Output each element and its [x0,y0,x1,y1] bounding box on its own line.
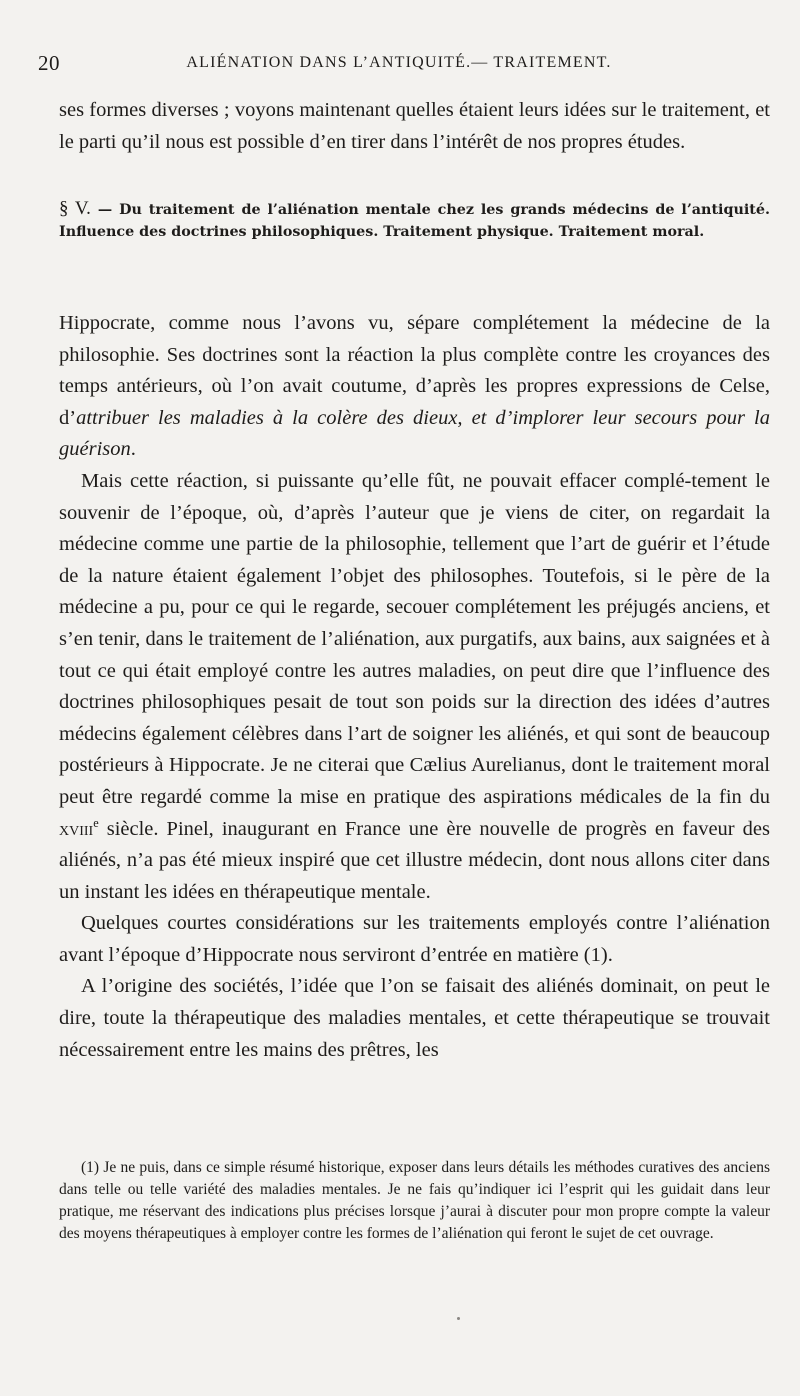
paragraph-considerations: Quelques courtes considérations sur les traitements employés contre l’aliénation avant l’époque d’Hippocrate nous serviront d’entrée en matière (1). [59,912,770,966]
paragraph-text: Mais cette réaction, si puissante qu’elle fût, ne pouvait effacer complé-tement le souvenir de l’époque, où, d’après l’auteur que je viens de citer, on regardait la médecine comme une partie de la philosophie, tellement que l’art de guérir et l’étude de la nature étaient également l’objet des philosophes. Toutefois, si le père de la médecine a pu, pour ce qui le regarde, secouer complétement les préjugés anciens, et s’en tenir, dans le traitement de l’aliénation, aux purgatifs, aux bains, aux saignées et à tout ce qui était employé contre les autres maladies, on peut dire que l’influence des doctrines philosophiques pesait de tout son poids sur la direction des idées d’autres médecins également célèbres dans l’art de soigner les aliénés, et qui sont de beaucoup postérieurs à Hippocrate. Je ne citerai que Cælius Aurelianus, dont le traitement moral peut être regardé comme la mise en pratique des aspirations médicales de la fin du [59,469,770,808]
quotation-italic: attribuer les maladies à la colère des dieux, et d’implorer leur secours pour la guérison [59,406,770,461]
section-dash: — [90,202,120,218]
section-title: Du traitement de l’aliénation mentale chez les grands médecins de l’antiquité. Influence des doctrines philosophiques. Traitement physique. Traitement moral. [59,202,770,240]
paragraph-text: . [130,438,136,461]
page-number: 20 [38,51,60,75]
running-header [38,51,760,77]
section-heading [59,198,770,243]
top-paragraph: ses formes diverses ; voyons maintenant quelles étaient leurs idées sur le traitement, et le parti qu’il nous est possible d’en tirer dans l’intérêt de nos propres études. [59,99,770,153]
running-title: ALIÉNATION DANS L’ANTIQUITÉ.— TRAITEMENT. [186,54,612,71]
section-mark: § V. [59,198,91,219]
paragraph-text: d’ [59,406,77,429]
paper-speck [457,1317,460,1320]
century-superscript: e [93,815,99,830]
paragraph-reaction [59,466,770,908]
footnote-block [59,1157,770,1245]
paragraph-text: Hippocrate, comme nous l’avons vu, sépare complétement la médecine de la philosophie. Ses doctrines sont la réaction la plus complète contre les croyances des temps antérieurs, où l’on avait coutume, d’après les propres expressions de Celse, [59,312,770,398]
paragraph-hippocrate [59,308,770,466]
paragraph-text: siècle. Pinel, inaugurant en France une ère nouvelle de progrès en faveur des aliénés, n’a pas été mieux inspiré que cet illustre médecin, dont nous allons citer dans un instant les idées en thérapeutique mentale. [59,817,770,903]
footnote: (1) Je ne puis, dans ce simple résumé historique, exposer dans leurs détails les méthodes curatives des anciens dans telle ou telle variété des maladies mentales. Je ne fais qu’indiquer ici l’esprit qui les guidait dans leur pratique, me réservant des indications plus précises lorsque j’aurai à discuter pour mon propre compte la valeur des moyens thérapeutiques à employer contre les formes de l’aliénation qui feront le sujet de cet ouvrage. [59,1159,770,1242]
paragraph-origine: A l’origine des sociétés, l’idée que l’on se faisait des aliénés dominait, on peut le dire, toute la thérapeutique des maladies mentales, et cette thérapeutique se trouvait nécessairement entre les mains des prêtres, les [59,975,770,1061]
century-numeral: xviii [59,817,94,840]
main-text [59,308,770,1066]
top-paragraph-block [59,95,770,158]
